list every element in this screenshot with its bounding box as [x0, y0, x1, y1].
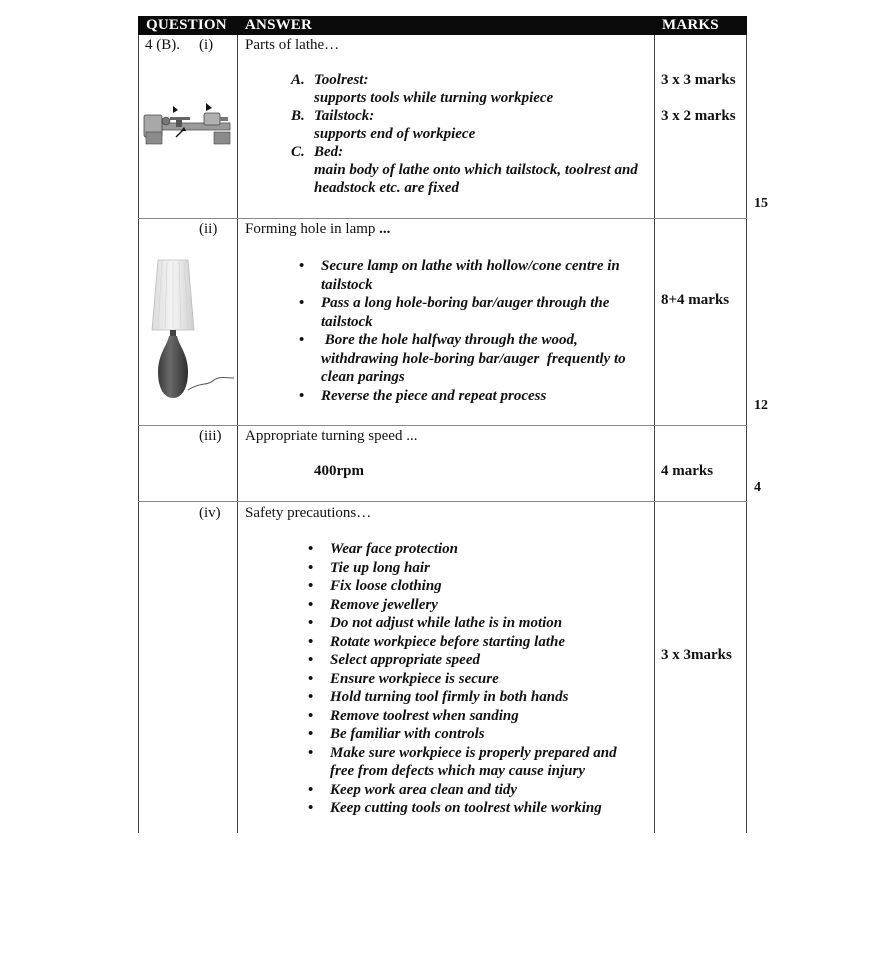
- question-prompt: Appropriate turning speed ...: [245, 428, 418, 444]
- bullet-icon: •: [308, 596, 314, 613]
- bullet-icon: •: [299, 258, 305, 274]
- total-marks: 15: [754, 196, 768, 211]
- list-item: • Make sure workpiece is properly prepared and free from defects which may cause injury: [308, 744, 617, 779]
- part-name: Tailstock:: [314, 108, 375, 124]
- part-letter: A.: [291, 72, 305, 88]
- bullet-icon: •: [299, 295, 305, 311]
- question-prompt: Parts of lathe…: [245, 37, 340, 53]
- list-item: • Wear face protection: [308, 541, 459, 557]
- col-border-answer: [654, 35, 655, 833]
- list-item: • Be familiar with controls: [308, 726, 485, 742]
- bullet-icon: •: [299, 332, 305, 348]
- bullet-icon: •: [308, 633, 314, 650]
- safety-precautions-list: [308, 540, 617, 818]
- total-marks: 12: [754, 398, 768, 413]
- part-description: main body of lathe onto which tailstock, toolrest and: [314, 162, 638, 178]
- total-marks: 4: [754, 480, 761, 495]
- bullet-icon: •: [308, 652, 314, 668]
- bullet-icon: •: [308, 559, 314, 576]
- list-item: • Do not adjust while lathe is in motion: [308, 615, 563, 631]
- list-item: • Secure lamp on lathe with hollow/cone centre in tailstock: [299, 258, 620, 293]
- marks-allocation: 3 x 2 marks: [661, 108, 736, 124]
- part-description: headstock etc. are fixed: [314, 180, 459, 196]
- list-item: • Bore the hole halfway through the wood, withdrawing hole-boring bar/auger frequently to clean parings: [299, 332, 626, 385]
- sub-question-label: (i): [199, 37, 214, 53]
- header-answer: ANSWER: [245, 17, 313, 33]
- list-item: • Tie up long hair: [308, 559, 430, 576]
- row-divider: [138, 218, 747, 219]
- sub-question-label: (ii): [199, 221, 218, 237]
- bullet-icon: •: [308, 689, 314, 705]
- part-description: supports end of workpiece: [314, 126, 476, 142]
- header-question: QUESTION: [146, 17, 227, 33]
- list-item: • Fix loose clothing: [308, 578, 442, 594]
- list-item: • Remove jewellery: [308, 596, 438, 613]
- list-item: • Keep work area clean and tidy: [308, 781, 518, 798]
- sub-question-label: (iv): [199, 505, 221, 521]
- row-divider: [138, 425, 747, 426]
- list-item: • Keep cutting tools on toolrest while working: [308, 800, 602, 816]
- list-item: • Pass a long hole-boring bar/auger through the tailstock: [299, 295, 610, 330]
- lamp-steps-list: [299, 257, 626, 405]
- bullet-icon: •: [308, 800, 314, 816]
- answer-value: 400rpm: [314, 463, 364, 479]
- list-item: • Select appropriate speed: [308, 652, 480, 668]
- col-border-left: [138, 35, 139, 833]
- bullet-icon: •: [308, 578, 314, 594]
- list-item: • Hold turning tool firmly in both hands: [308, 689, 569, 705]
- bullet-icon: •: [308, 615, 314, 631]
- sub-question-label: (iii): [199, 428, 222, 444]
- lamp-image: [148, 258, 236, 402]
- bullet-icon: •: [308, 670, 314, 687]
- part-letter: C.: [291, 144, 305, 160]
- part-letter: B.: [291, 108, 305, 124]
- part-description: supports tools while turning workpiece: [314, 90, 554, 106]
- lathe-image: [140, 99, 236, 149]
- marks-allocation: 4 marks: [661, 463, 714, 479]
- question-number: 4 (B).: [145, 37, 180, 53]
- marks-allocation: 3 x 3 marks: [661, 72, 736, 88]
- question-prompt: Forming hole in lamp ...: [245, 221, 391, 237]
- bullet-icon: •: [308, 781, 314, 798]
- marks-allocation: 3 x 3marks: [661, 647, 732, 663]
- part-name: Bed:: [314, 144, 344, 160]
- header-marks: MARKS: [662, 17, 719, 33]
- list-item: • Reverse the piece and repeat process: [299, 387, 547, 404]
- bullet-icon: •: [308, 726, 314, 742]
- part-name: Toolrest:: [314, 72, 369, 88]
- col-border-right: [746, 35, 747, 833]
- row-divider: [138, 501, 747, 502]
- question-prompt: Safety precautions…: [245, 505, 372, 521]
- col-border-question: [237, 35, 238, 833]
- table-header: [138, 16, 747, 35]
- list-item: • Remove toolrest when sanding: [308, 707, 519, 724]
- bullet-icon: •: [299, 387, 305, 404]
- bullet-icon: •: [308, 744, 314, 761]
- list-item: • Ensure workpiece is secure: [308, 670, 499, 687]
- list-item: • Rotate workpiece before starting lathe: [308, 633, 565, 650]
- marks-allocation: 8+4 marks: [661, 292, 730, 308]
- bullet-icon: •: [308, 707, 314, 724]
- bullet-icon: •: [308, 541, 314, 557]
